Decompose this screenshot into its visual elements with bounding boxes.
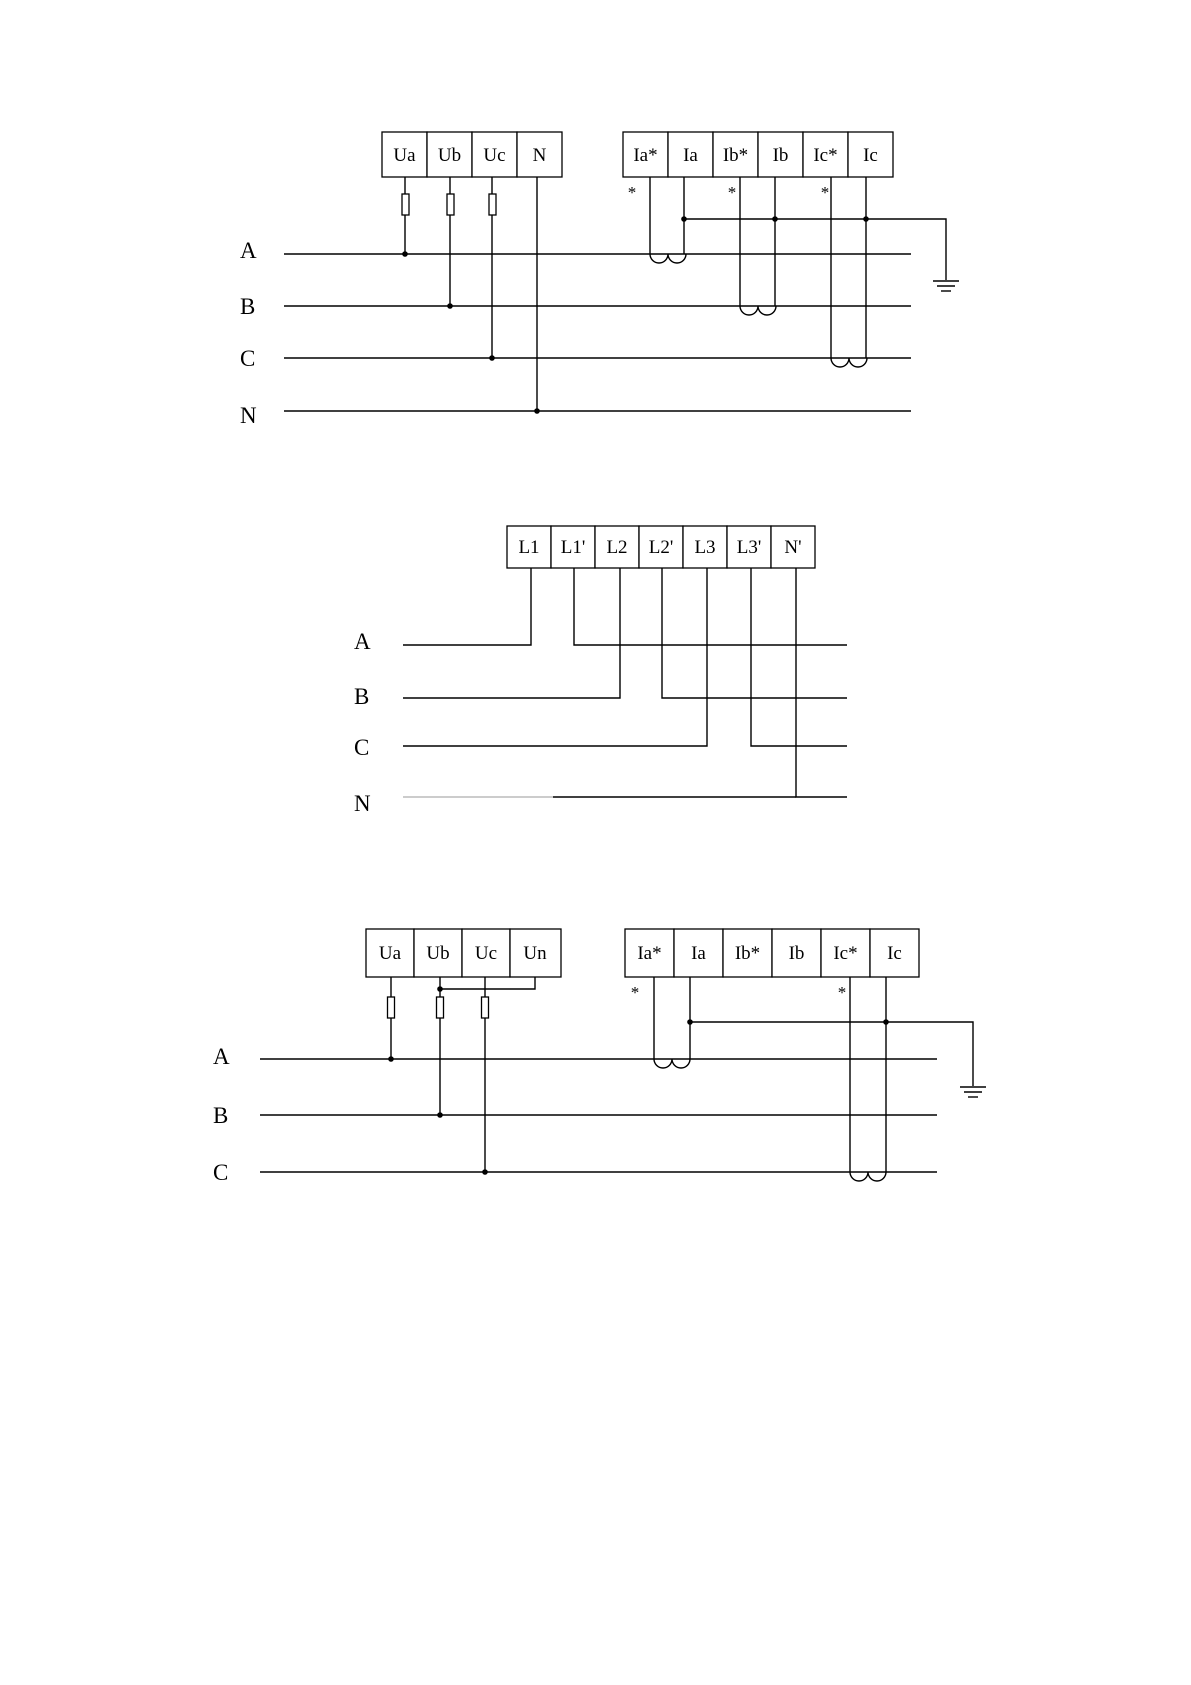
d1-node-return-a — [681, 216, 687, 222]
d1-label-ia: Ia — [683, 145, 698, 166]
d1-polarity-mark-a: * — [627, 183, 637, 202]
d3-label-ib-star: Ib* — [734, 943, 761, 964]
d1-fuse-ub — [447, 194, 454, 215]
d3-ct-phase-c — [850, 977, 886, 1181]
d1-ct-phase-a — [650, 177, 686, 263]
d3-ub-un-link — [440, 977, 535, 989]
d2-label-l1: L1 — [518, 537, 540, 558]
d3-node-uc — [482, 1169, 488, 1175]
d1-current-terminal-block — [623, 132, 893, 177]
d2-phase-label-n: N — [354, 791, 371, 816]
d1-polarity-mark-c: * — [820, 183, 830, 202]
d3-node-return-c — [883, 1019, 889, 1025]
d2-phase-label-b: B — [354, 684, 370, 709]
d2-phase-label-c: C — [354, 735, 370, 760]
d3-return-wire — [690, 1022, 973, 1086]
d2-wire-b-out — [662, 568, 847, 698]
d1-node-n — [534, 408, 540, 414]
d1-node-return-b — [772, 216, 778, 222]
d3-fuse-ua — [388, 997, 395, 1018]
d2-label-l1-prime: L1' — [560, 537, 586, 558]
d1-node-ub — [447, 303, 453, 309]
d3-label-ub: Ub — [426, 943, 450, 964]
d3-polarity-mark-a: * — [630, 983, 640, 1002]
d3-label-ic: Ic — [887, 943, 902, 964]
d2-phase-label-a: A — [354, 629, 371, 654]
d1-phase-label-b: B — [240, 294, 256, 319]
d2-wiring — [403, 568, 847, 797]
d3-ground-icon — [960, 1087, 986, 1097]
diagram-2-direct-connection — [354, 526, 847, 816]
d3-phase-label-a: A — [213, 1044, 230, 1069]
d2-wire-b-in — [403, 568, 620, 698]
d1-label-ib-star: Ib* — [722, 145, 749, 166]
d1-current-transformers — [628, 177, 867, 367]
d3-label-ib: Ib — [788, 943, 805, 964]
d1-ground-icon — [933, 281, 959, 291]
d2-wire-c-out — [751, 568, 847, 746]
d1-label-ic-star: Ic* — [813, 145, 838, 166]
d1-label-n: N — [532, 145, 547, 166]
d1-node-ua — [402, 251, 408, 257]
d3-current-transformers — [631, 977, 886, 1181]
d1-ct-phase-c — [831, 177, 867, 367]
d1-label-ic: Ic — [863, 145, 878, 166]
d1-voltage-taps — [402, 177, 540, 414]
d3-ct-phase-a — [654, 977, 690, 1068]
d2-label-l3: L3 — [694, 537, 716, 558]
d3-phase-label-c: C — [213, 1160, 229, 1185]
d2-wire-a-in — [403, 568, 531, 645]
d1-node-uc — [489, 355, 495, 361]
d3-node-return-a — [687, 1019, 693, 1025]
d1-phase-label-c: C — [240, 346, 256, 371]
d3-voltage-terminal-block — [366, 929, 561, 977]
d2-terminal-block — [507, 526, 815, 568]
d1-polarity-mark-b: * — [727, 183, 737, 202]
diagram-3-three-phase-three-wire — [213, 929, 986, 1185]
d3-label-ua: Ua — [378, 943, 402, 964]
d1-label-ib: Ib — [772, 145, 789, 166]
d2-label-l2-prime: L2' — [648, 537, 674, 558]
d1-ct-phase-b — [740, 177, 776, 315]
d2-label-l3-prime: L3' — [736, 537, 762, 558]
d3-fuse-ub — [437, 997, 444, 1018]
diagram-1-three-phase-four-wire — [240, 132, 959, 428]
d3-label-ia-star: Ia* — [637, 943, 662, 964]
d2-wire-a-out — [574, 568, 847, 645]
d1-label-ub: Ub — [437, 145, 462, 166]
d3-node-ub — [437, 1112, 443, 1118]
d1-label-uc: Uc — [483, 145, 506, 166]
d3-fuse-uc — [482, 997, 489, 1018]
d3-label-un: Un — [523, 943, 547, 964]
d1-voltage-terminal-block — [382, 132, 562, 177]
d2-wire-n-out — [796, 568, 847, 797]
d1-label-ia-star: Ia* — [633, 145, 658, 166]
d3-polarity-mark-c: * — [837, 983, 847, 1002]
d3-node-ub-un — [437, 986, 443, 992]
d2-label-l2: L2 — [606, 537, 628, 558]
d3-phase-label-b: B — [213, 1103, 229, 1128]
d3-label-ia: Ia — [691, 943, 706, 964]
d3-label-ic-star: Ic* — [833, 943, 858, 964]
d3-current-terminal-block — [625, 929, 919, 977]
d3-ground-return — [687, 1019, 986, 1097]
d1-fuse-ua — [402, 194, 409, 215]
d2-label-n-prime: N' — [784, 537, 802, 558]
d1-node-return-c — [863, 216, 869, 222]
d1-phase-label-a: A — [240, 238, 257, 263]
d3-node-ua — [388, 1056, 394, 1062]
d3-voltage-taps — [388, 977, 536, 1175]
d1-fuse-uc — [489, 194, 496, 215]
d1-phase-label-n: N — [240, 403, 257, 428]
d1-label-ua: Ua — [393, 145, 416, 166]
d1-return-wire — [684, 219, 946, 280]
d3-label-uc: Uc — [474, 943, 498, 964]
